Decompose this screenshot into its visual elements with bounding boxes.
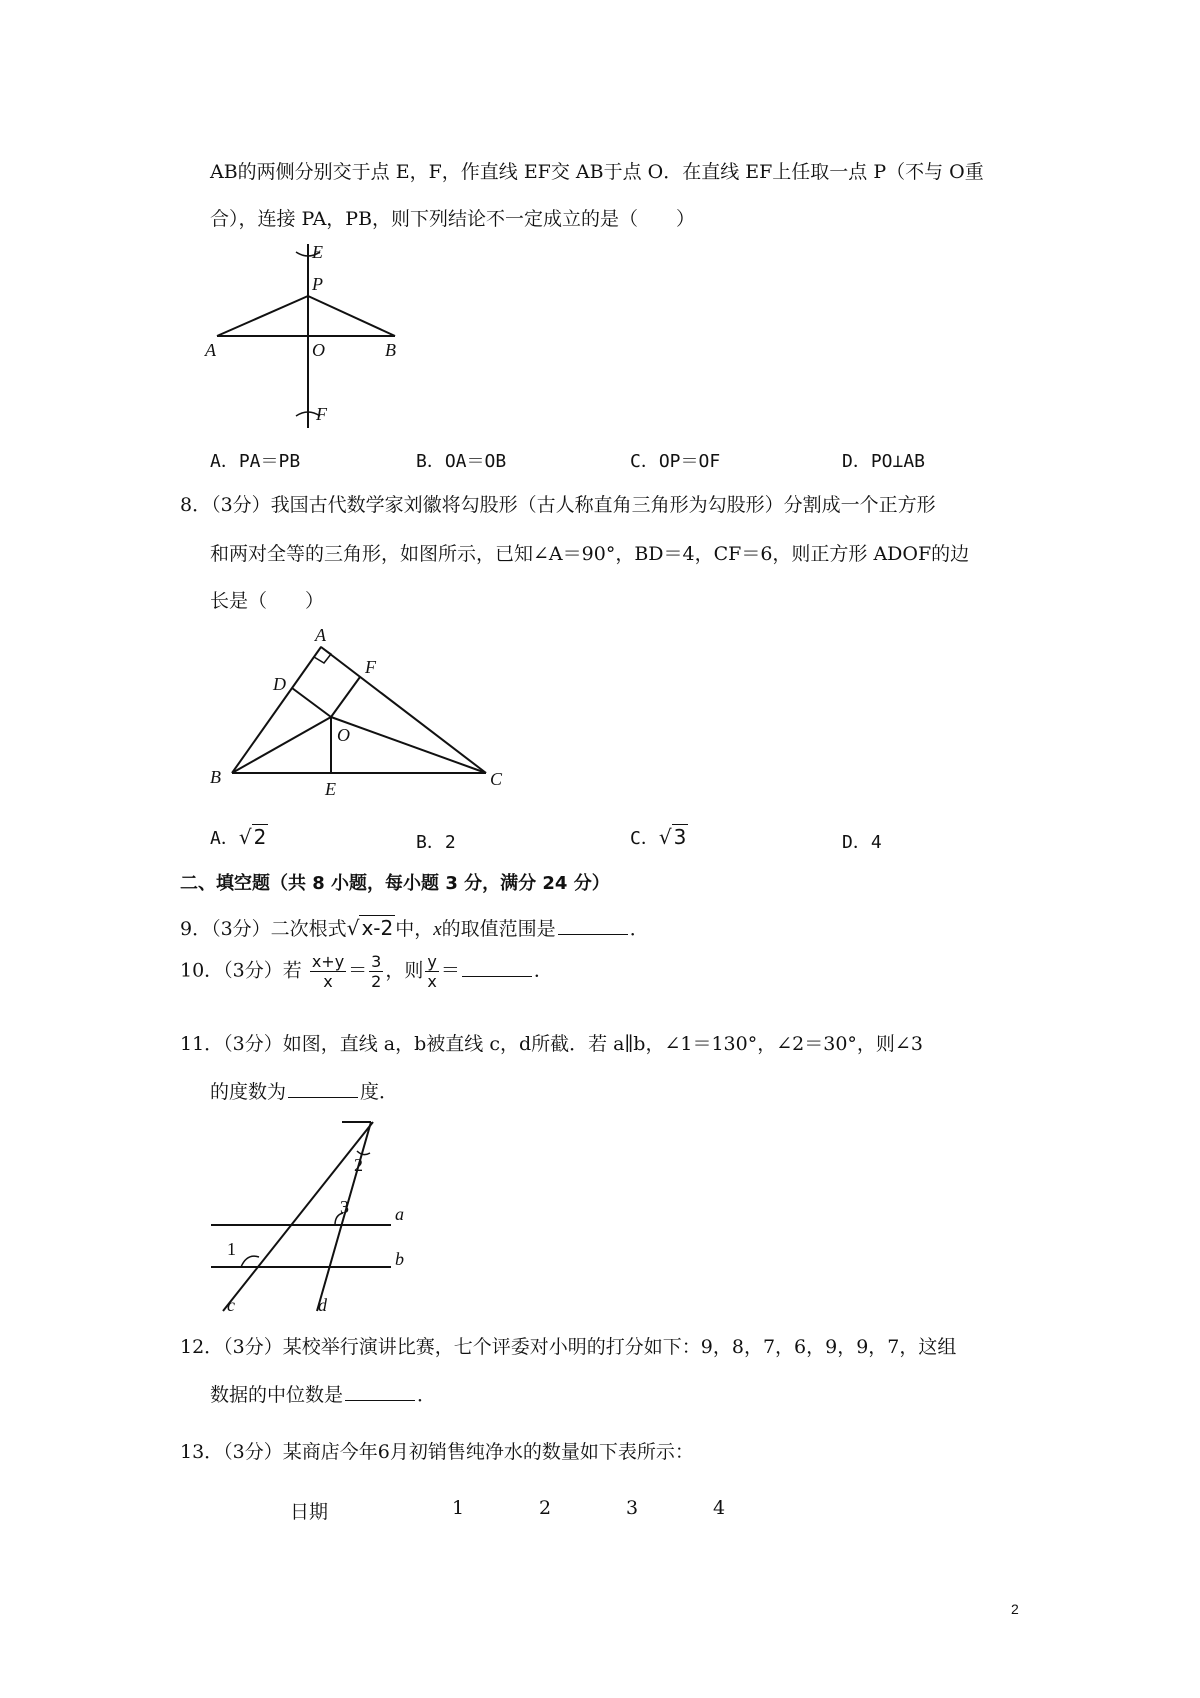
q11-label-2: 2 — [354, 1155, 363, 1175]
q10-fraction-3 — [425, 952, 438, 991]
q11-label-b: b — [395, 1249, 404, 1269]
q11-line2 — [210, 1083, 398, 1102]
q11-label-a: a — [395, 1204, 404, 1224]
q10-fraction-1 — [310, 952, 346, 991]
q9-prefix: 9．（3分）二次根式 — [180, 918, 347, 940]
q10-frac2-num: 3 — [371, 952, 382, 971]
q12-line2-a: 数据的中位数是 — [210, 1384, 344, 1406]
q8-label-O: O — [337, 725, 350, 745]
q12-line2-b: ． — [417, 1384, 437, 1406]
q13-table-header-date: 日期 — [290, 1501, 329, 1523]
q10-eq2: ＝ — [440, 959, 460, 982]
q7-label-E: E — [312, 242, 323, 262]
q8-label-F: F — [365, 657, 376, 677]
q7-option-b: B．OA＝OB — [416, 451, 507, 472]
q10-frac2-den: 2 — [371, 972, 382, 992]
q8-option-c-radicand: 3 — [673, 825, 687, 849]
q8-option-a-radicand: 2 — [253, 825, 267, 849]
page-number: 2 — [1011, 1601, 1019, 1617]
q11-line2-b: 度． — [360, 1081, 399, 1103]
section2-heading: 二、填空题（共 8 小题，每小题 3 分，满分 24 分） — [180, 873, 610, 894]
q10-line — [180, 952, 553, 991]
q8-line2: 和两对全等的三角形，如图所示，已知∠A＝90°，BD＝4，CF＝6，则正方形 ADOF的边 — [210, 543, 970, 565]
q12-line2 — [210, 1386, 436, 1405]
q11-label-3: 3 — [340, 1197, 349, 1217]
q9-answer-blank[interactable] — [558, 933, 628, 935]
q11-label-c: c — [227, 1295, 235, 1315]
q8-label-C: C — [490, 769, 503, 789]
q9-suffix-b: 的取值范围是 — [441, 918, 556, 940]
q10-frac1-num: x+y — [311, 952, 345, 971]
q10-mid: ，则 — [385, 959, 424, 982]
q7-label-O: O — [312, 340, 325, 360]
q10-answer-blank[interactable] — [462, 975, 532, 977]
q11-label-d: d — [318, 1295, 327, 1315]
q8-option-c — [630, 824, 688, 850]
q9-suffix-a: 中， — [395, 918, 434, 940]
q8-label-B: B — [210, 767, 221, 787]
q8-label-E: E — [325, 779, 336, 799]
q7-line2: 合），连接 PA，PB，则下列结论不一定成立的是（ ） — [210, 208, 696, 230]
q10-frac1-den: x — [323, 972, 333, 992]
q13-table-header-3: 3 — [626, 1497, 639, 1519]
q7-figure — [200, 240, 430, 430]
q8-option-c-label: C． — [630, 828, 659, 849]
q8-label-A: A — [315, 625, 326, 645]
q7-label-B: B — [385, 340, 396, 360]
q8-option-a-label: A． — [210, 828, 239, 849]
q11-figure — [205, 1115, 430, 1315]
q12-answer-blank[interactable] — [345, 1399, 415, 1401]
q7-line1: AB的两侧分别交于点 E，F，作直线 EF交 AB于点 O．在直线 EF上任取一点 P（不与 O重 — [210, 161, 984, 183]
q8-option-a — [210, 824, 268, 850]
q7-option-a: A．PA＝PB — [210, 451, 301, 472]
q13-table-header-4: 4 — [713, 1497, 726, 1519]
q11-answer-blank[interactable] — [288, 1096, 358, 1098]
q8-label-D: D — [273, 674, 286, 694]
q8-option-d: D．4 — [842, 832, 882, 853]
q12-line1: 12．（3分）某校举行演讲比赛，七个评委对小明的打分如下：9，8，7，6，9，9，7，这组 — [180, 1336, 957, 1358]
q11-line2-a: 的度数为 — [210, 1081, 287, 1103]
q13-line1: 13．（3分）某商店今年6月初销售纯净水的数量如下表所示： — [180, 1441, 694, 1463]
q8-option-c-sqrt: √ 3 — [658, 825, 687, 849]
q9-line — [180, 918, 649, 939]
q13-table-header-2: 2 — [539, 1497, 552, 1519]
q10-eq: ＝ — [348, 959, 368, 982]
q8-line3: 长是（ ） — [210, 590, 325, 612]
q8-line1: 8．（3分）我国古代数学家刘徽将勾股形（古人称直角三角形为勾股形）分割成一个正方形 — [180, 494, 936, 516]
q8-option-a-sqrt: √ 2 — [238, 825, 267, 849]
q10-prefix: 10．（3分）若 — [180, 959, 302, 982]
q13-table-header-1: 1 — [452, 1497, 465, 1519]
q11-line1: 11．（3分）如图，直线 a，b被直线 c，d所截．若 a∥b，∠1＝130°，∠2＝30°，则∠3 — [180, 1033, 923, 1055]
q11-label-1: 1 — [227, 1239, 236, 1259]
q7-label-F: F — [316, 404, 327, 424]
q7-option-c: C．OP＝OF — [630, 451, 721, 472]
q9-radicand: x-2 — [361, 916, 394, 940]
q7-option-d: D．PO⊥AB — [842, 451, 926, 472]
q10-end: ． — [533, 959, 553, 982]
q9-end: ． — [629, 918, 649, 940]
q7-label-P: P — [312, 274, 323, 294]
q9-sqrt: √ x-2 — [346, 916, 394, 940]
q10-frac3-num: y — [427, 952, 437, 971]
q10-frac3-den: x — [427, 972, 437, 992]
q7-label-A: A — [205, 340, 216, 360]
q9-var: x — [433, 919, 442, 940]
q10-fraction-2 — [369, 952, 383, 991]
q8-option-b: B．2 — [416, 832, 456, 853]
q8-figure — [205, 625, 510, 800]
